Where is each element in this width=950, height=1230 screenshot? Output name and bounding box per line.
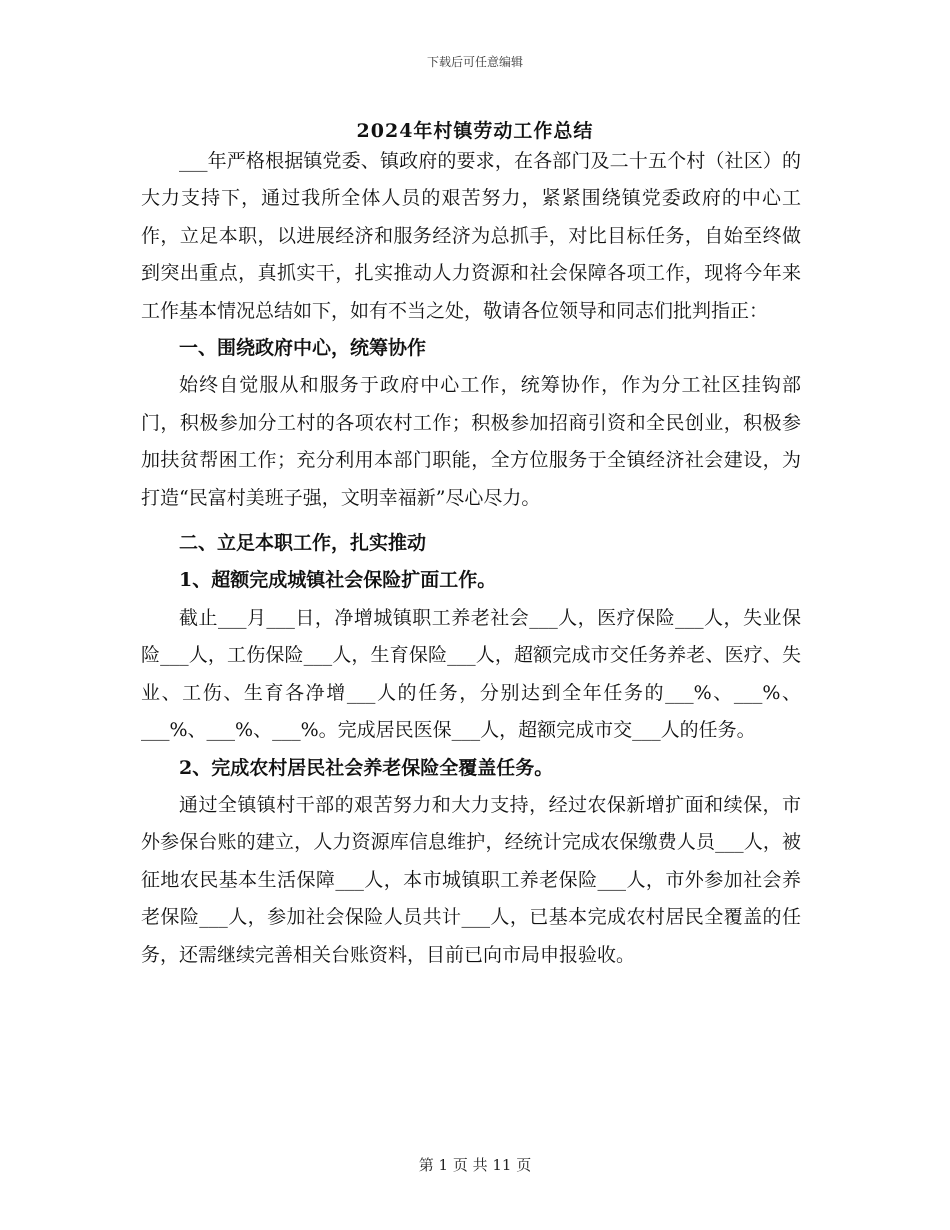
document-title: 2024年村镇劳动工作总结: [356, 120, 594, 142]
subsection-2-2-paragraph: 通过全镇镇村干部的艰苦努力和大力支持，经过农保新增扩面和续保，市外参保台账的建立，人力资源库信息维护，经统计完成农保缴费人员___人，被征地农民基本生活保障___人，本市城镇职工养老保险___人，市外参加社会养老保险___人，参加社会保险人员共计___人，已基本完成农村居民全覆盖的任务，还需继续完善相关台账资料，目前已向市局申报验收。: [141, 793, 801, 966]
section-2-heading: 二、立足本职工作，扎实推动: [179, 532, 427, 555]
subsection-2-1-paragraph: 截止___月___日，净增城镇职工养老社会___人，医疗保险___人，失业保险___人，工伤保险___人，生育保险___人，超额完成市交任务养老、医疗、失业、工伤、生育各净增___人的任务，分别达到全年任务的___%、___%、___%、___%、___%。完成居民医保___人，超额完成市交___人的任务。: [141, 606, 801, 742]
document-body: [141, 143, 801, 974]
section-gap: [141, 517, 801, 525]
section-1-heading: 一、围绕政府中心，统筹协作: [179, 337, 427, 360]
section-1-paragraph: 始终自觉服从和服务于政府中心工作，统筹协作，作为分工社区挂钩部门，积极参加分工村的各项农村工作；积极参加招商引资和全民创业，积极参加扶贫帮困工作；充分利用本部门职能，全方位服务于全镇经济社会建设，为打造“民富村美班子强，文明幸福新”尽心尽力。: [141, 374, 801, 509]
intro-paragraph: ___年严格根据镇党委、镇政府的要求，在各部门及二十五个村（社区）的大力支持下，通过我所全体人员的艰苦努力，紧紧围绕镇党委政府的中心工作，立足本职，以进展经济和服务经济为总抓手，对比目标任务，自始至终做到突出重点，真抓实干，扎实推动人力资源和社会保障各项工作，现将今年来工作基本情况总结如下，如有不当之处，敬请各位领导和同志们批判指正：: [141, 150, 801, 322]
subsection-2-1-heading: 1、超额完成城镇社会保险扩面工作。: [179, 569, 497, 592]
subsection-2-2-heading: 2、完成农村居民社会养老保险全覆盖任务。: [179, 756, 554, 779]
header-note: 下载后可任意编辑: [426, 55, 523, 69]
page-footer: 第 1 页 共 11 页: [418, 1156, 532, 1174]
